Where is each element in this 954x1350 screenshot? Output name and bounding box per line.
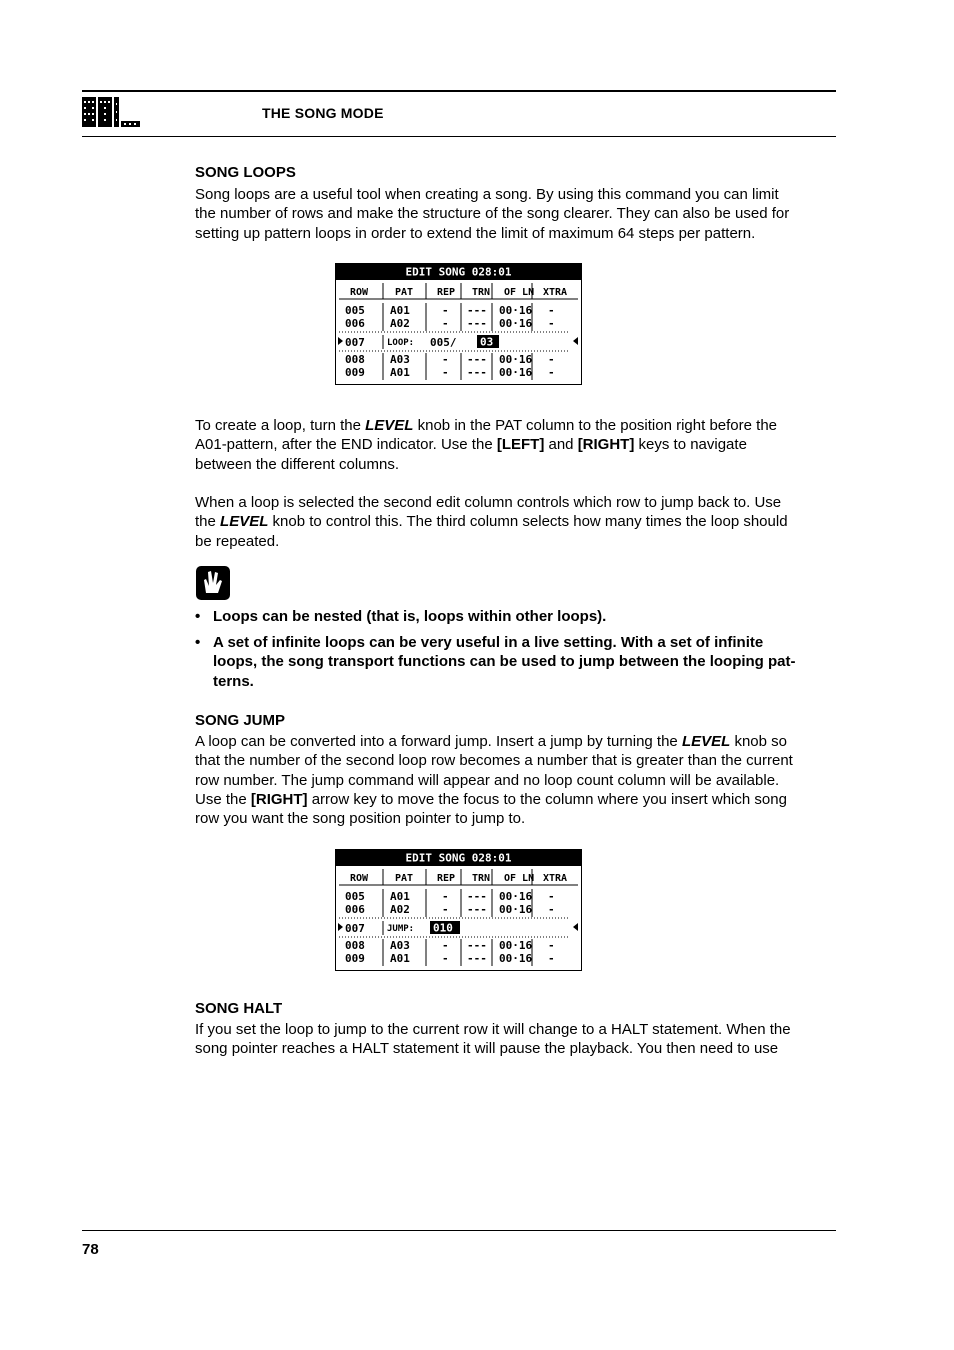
lcd-column-header: ROW [350,873,369,884]
right-key: [RIGHT] [250,790,308,808]
section-heading-song-halt: SONG HALT [195,1000,283,1017]
lcd-screen-loop [335,263,582,385]
lcd-cell: --- [467,366,487,379]
lcd-cell: - [442,952,449,965]
lcd-cell: A01 [390,890,410,903]
lcd-cell: 006 [345,903,365,916]
song-halt-paragraph [195,1020,840,1059]
lcd-cell: - [548,317,555,330]
lcd-cell: - [548,939,555,952]
lcd-cell: - [548,890,555,903]
text-line: A set of infinite loops can be very useful in a live setting. With a set of infinite [213,634,764,651]
lcd-title: EDIT SONG 028:01 [405,851,512,865]
loop-selected-paragraph [195,493,840,551]
text-line: be repeated. [195,532,280,550]
section-heading-song-loops: SONG LOOPS [195,164,296,181]
elektron-logo [82,97,140,127]
lcd-cell: - [548,366,555,379]
lcd-cell: A01 [390,366,410,379]
lcd-cell: 006 [345,317,365,330]
text-line [195,512,840,531]
lcd-column-header: XTRA [543,287,568,298]
lcd-cell: - [548,353,555,366]
lcd-cell: - [442,353,449,366]
bullet-dot: • [195,634,201,651]
lcd-cell: 00·16 [499,903,533,916]
lcd-cell: 00·16 [499,304,533,317]
text: arrow key to move the focus to the column where you insert which song [307,790,787,808]
lcd-cell: 008 [345,353,365,366]
text-line [195,435,840,454]
text-line: song pointer reaches a HALT statement it will pause the playback. You then need to use [195,1040,779,1058]
lcd-cell: A01 [390,952,410,965]
lcd-cell: A01 [390,304,410,317]
lcd-command-label: JUMP: [387,924,415,934]
text: knob in the PAT column to the position right before the [413,417,778,434]
footer-rule [82,1230,836,1231]
text-line: row number. The jump command will appear and no loop count column will be available. [195,771,780,789]
lcd-cell: 00·16 [499,952,533,965]
text-line [195,732,840,751]
level-keyword: LEVEL [220,513,269,531]
text: To create a loop, turn the [195,417,366,434]
text-line: between the different columns. [195,455,400,473]
lcd-cell: --- [467,304,487,317]
lcd-screen-jump [335,849,582,971]
bullet-text: Loops can be nested (that is, loops within other loops). [213,608,607,625]
song-jump-paragraph [195,732,840,828]
lcd-cell: --- [467,952,487,965]
lcd-column-header: PAT [395,873,414,884]
lcd-cell: 009 [345,366,365,379]
lcd-column-header: REP [437,873,456,884]
lcd-column-header: PAT [395,287,414,298]
lcd-column-header: OF LN [504,287,535,298]
lcd-cell: A03 [390,353,410,366]
lcd-cell: --- [467,939,487,952]
level-keyword: LEVEL [365,417,414,434]
text-line: the number of rows and make the structure of the song clearer. They can also be used for [195,205,790,223]
lcd-cell: - [548,903,555,916]
song-loops-intro [195,185,840,243]
level-keyword: LEVEL [681,733,731,750]
lcd-cell: 00·16 [499,890,533,903]
hand-icon [196,566,230,600]
lcd-cell: 005 [345,890,365,903]
lcd-cell: A03 [390,939,410,952]
text: A loop can be converted into a forward jump. Insert a jump by turning the [195,733,682,750]
text: knob so [730,733,788,750]
text-line: Song loops are a useful tool when creating a song. By using this command you can limit [195,186,779,203]
lcd-column-header: OF LN [504,873,535,884]
lcd-cell: --- [467,903,487,916]
page-number: 78 [82,1241,99,1258]
lcd-cell: 008 [345,939,365,952]
text: A01-pattern, after the END indicator. Use the [195,436,497,454]
lcd-cell: 009 [345,952,365,965]
text-line: If you set the loop to jump to the current row it will change to a HALT statement. When the [195,1021,791,1038]
lcd-cell: A02 [390,317,410,330]
lcd-column-header: TRN [472,287,491,298]
lcd-cell: - [442,890,449,903]
bullet-dot: • [195,608,201,625]
section-heading-song-jump: SONG JUMP [195,712,286,729]
lcd-highlight-value: 010 [433,921,453,935]
lcd-column-header: TRN [472,873,491,884]
lcd-selected-row-number: 007 [345,922,365,935]
text-line: terns. [213,672,254,690]
lcd-cell: 00·16 [499,366,533,379]
lcd-cell: 00·16 [499,353,533,366]
lcd-cell: - [548,952,555,965]
text: Use the [195,790,251,808]
lcd-cell: - [442,366,449,379]
lcd-cell: - [442,903,449,916]
lcd-cell: - [442,317,449,330]
lcd-frame [335,263,582,385]
running-header-title: THE SONG MODE [262,105,384,121]
text-line [195,790,840,809]
lcd-cell: --- [467,317,487,330]
text-line: loops, the song transport functions can be used to jump between the looping pat- [213,653,796,671]
lcd-column-header: ROW [350,287,369,298]
lcd-cell: - [442,939,449,952]
left-key: [LEFT] [496,436,545,454]
loop-create-paragraph [195,416,840,474]
lcd-frame [335,849,582,971]
lcd-cell: 00·16 [499,317,533,330]
text: and [544,436,578,454]
bullet-text [213,633,838,691]
text-line: row you want the song position pointer to jump to. [195,810,526,828]
lcd-cell: --- [467,353,487,366]
lcd-cell: 005 [345,304,365,317]
lcd-command-value: 005/ [430,336,457,349]
text: the [195,513,221,531]
lcd-column-header: XTRA [543,873,568,884]
lcd-column-header: REP [437,287,456,298]
lcd-cell: A02 [390,903,410,916]
text-line: that the number of the second loop row becomes a number that is greater than the current [195,752,793,770]
right-key: [RIGHT] [577,436,635,454]
lcd-cell: 00·16 [499,939,533,952]
lcd-selected-row-number: 007 [345,336,365,349]
text: knob to control this. The third column selects how many times the loop should [268,513,788,531]
text-line: setting up pattern loops in order to extend the limit of maximum 64 steps per pattern. [195,224,756,242]
lcd-title: EDIT SONG 028:01 [405,265,512,279]
text-line [195,416,840,435]
lcd-cell: - [442,304,449,317]
header-bottom-rule [82,136,836,137]
lcd-cell: - [548,304,555,317]
header-top-rule [82,90,836,92]
text: keys to navigate [634,436,747,454]
lcd-cell: --- [467,890,487,903]
lcd-highlight-value: 03 [480,335,494,349]
text-line: When a loop is selected the second edit column controls which row to jump back to. Use [195,494,782,511]
lcd-command-label: LOOP: [387,338,415,348]
